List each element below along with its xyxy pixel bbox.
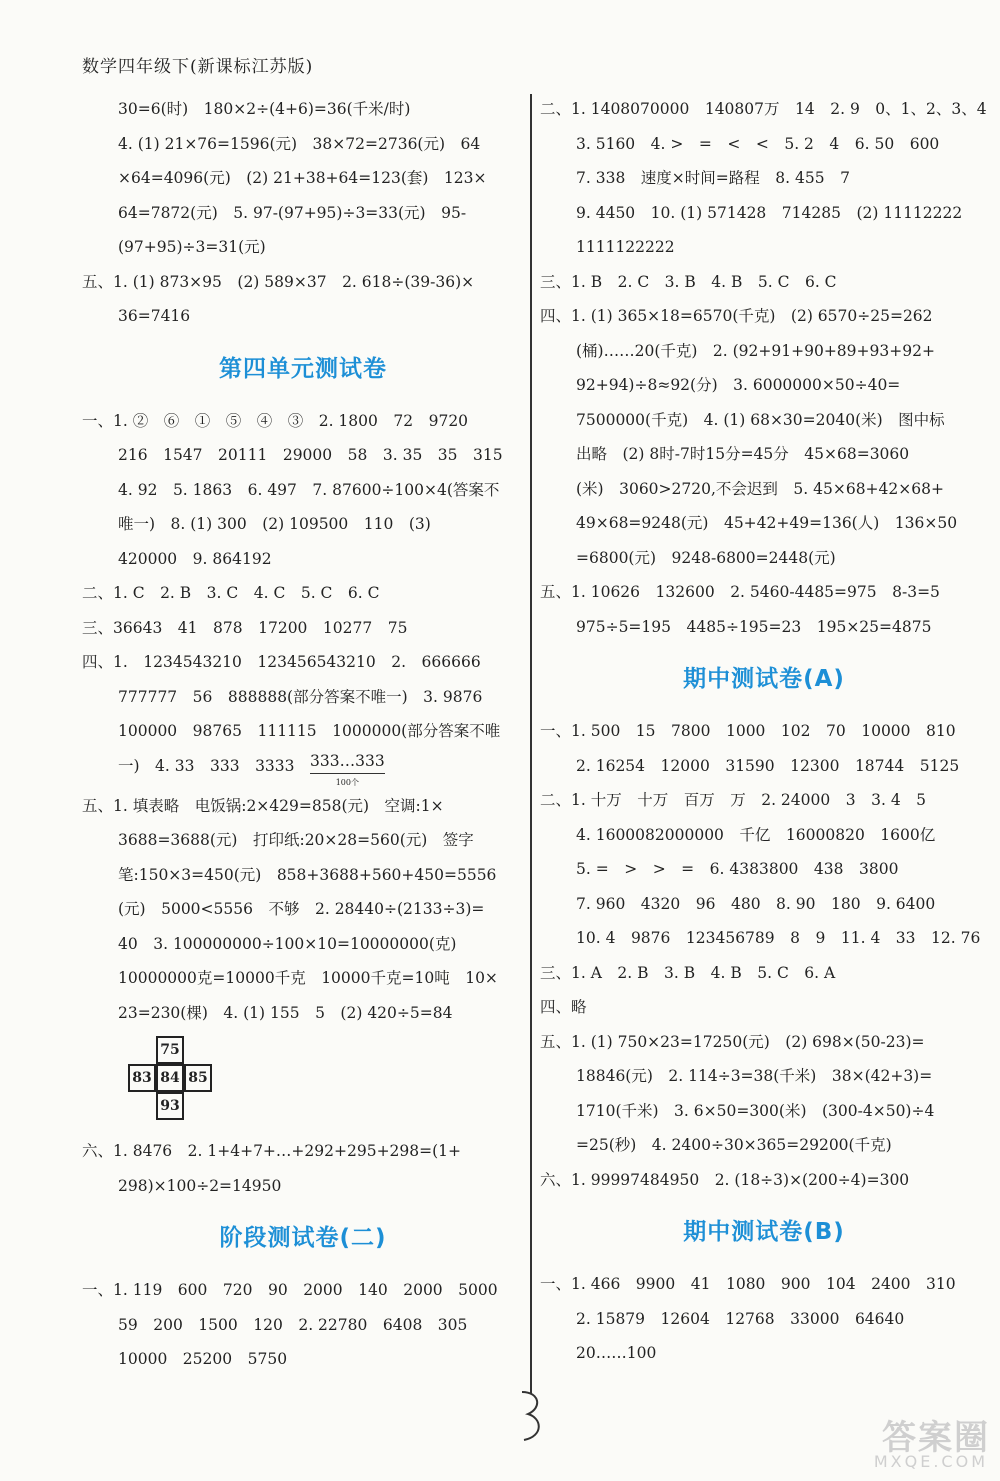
answer-line: 216 1547 20111 29000 58 3. 35 35 315 — [118, 446, 503, 464]
answer-line: 4. 1600082000000 千亿 16000820 1600亿 — [576, 825, 936, 844]
answer-line: 二、1. 1408070000 140807万 14 2. 9 0、1、2、3、4 — [540, 100, 987, 118]
column-divider — [530, 94, 532, 1394]
section-title: 期中测试卷(A) — [683, 666, 845, 692]
answer-line: 7. 338 速度×时间=路程 8. 455 7 — [576, 169, 850, 187]
answer-line: 20……100 — [576, 1344, 657, 1362]
answer-line: 四、1. 1234543210 123456543210 2. 666666 — [82, 653, 481, 671]
answer-line: ×64=4096(元) (2) 21+38+64=123(套) 123× — [118, 169, 487, 187]
section-title: 第四单元测试卷 — [219, 355, 387, 382]
brace-count: 100个 — [335, 777, 359, 787]
answer-line: 五、1. (1) 873×95 (2) 589×37 2. 618÷(39-36)× — [82, 272, 475, 291]
left-column — [82, 92, 524, 1377]
answer-line: 4. (1) 21×76=1596(元) 38×72=2736(元) 64 — [118, 134, 481, 153]
answer-line: 三、1. A 2. B 3. B 4. B 5. C 6. A — [540, 963, 836, 982]
answer-line: 64=7872(元) 5. 97-(97+95)÷3=33(元) 95- — [118, 203, 467, 222]
answer-line: 40 3. 100000000÷100×10=10000000(克) — [118, 934, 457, 953]
answer-line: 7500000(千克) 4. (1) 68×30=2040(米) 图中标 — [576, 410, 945, 429]
answer-line: 五、1. (1) 750×23=17250(元) (2) 698×(50-23)= — [540, 1032, 925, 1051]
answer-line: 2. 16254 12000 31590 12300 18744 5125 — [576, 756, 960, 775]
answer-line: 一、1. 119 600 720 90 2000 140 2000 5000 — [82, 1281, 498, 1299]
watermark-url: MXQE.COM — [873, 1452, 988, 1471]
answer-line: 六、1. 99997484950 2. (18÷3)×(200÷4)=300 — [540, 1170, 910, 1189]
answer-line: 一、1. 500 15 7800 1000 102 70 10000 810 — [540, 722, 956, 740]
answer-line: 92+94)÷8≈92(分) 3. 6000000×50÷40= — [576, 376, 901, 394]
answer-line: 一、1. 466 9900 41 1080 900 104 2400 310 — [540, 1275, 956, 1293]
watermark — [836, 1408, 994, 1478]
answer-line: 975÷5=195 4485÷195=23 195×25=4875 — [576, 617, 932, 636]
answer-line — [82, 749, 524, 789]
answer-line: (97+95)÷3=31(元) — [118, 238, 266, 256]
answer-line: 四、略 — [540, 998, 587, 1016]
answer-line: 23=230(棵) 4. (1) 155 5 (2) 420÷5=84 — [118, 1003, 453, 1022]
answer-line: 3. 5160 4. > = < < 5. 2 4 6. 50 600 — [576, 134, 940, 153]
grid-cell-right: 85 — [184, 1064, 212, 1092]
answer-line: 1710(千米) 3. 6×50=300(米) (300-4×50)÷4 — [576, 1101, 935, 1120]
pen-mark-icon — [514, 1386, 554, 1446]
answer-line: 四、1. (1) 365×18=6570(千克) (2) 6570÷25=262 — [540, 307, 933, 325]
answer-line: 10000000克=10000千克 10000千克=10吨 10× — [118, 969, 498, 987]
answer-line: =6800(元) 9248-6800=2448(元) — [576, 548, 836, 567]
answer-line: 298)×100÷2=14950 — [118, 1176, 282, 1195]
answer-line: 9. 4450 10. (1) 571428 714285 (2) 11112222 — [576, 203, 963, 222]
grid-cell-left: 83 — [128, 1064, 156, 1092]
answer-line: 420000 9. 864192 — [118, 549, 272, 568]
answer-line: 59 200 1500 120 2. 22780 6408 305 — [118, 1315, 468, 1334]
answer-line: 三、1. B 2. C 3. B 4. B 5. C 6. C — [540, 272, 837, 291]
answer-line: 1111122222 — [576, 238, 675, 256]
answer-line: 五、1. 填表略 电饭锅:2×429=858(元) 空调:1× — [82, 796, 444, 815]
section-title: 期中测试卷(B) — [683, 1219, 845, 1245]
brace-text: 333…333 — [310, 749, 385, 774]
answer-line: 2. 15879 12604 12768 33000 64640 — [576, 1309, 905, 1328]
answer-line: (桶)……20(千克) 2. (92+91+90+89+93+92+ — [576, 341, 935, 360]
underbrace-number — [310, 749, 385, 787]
answer-line: 36=7416 — [118, 307, 191, 325]
answer-line: 六、1. 8476 2. 1+4+7+…+292+295+298=(1+ — [82, 1142, 462, 1160]
answer-line: 10. 4 9876 123456789 8 9 11. 4 33 12. 76 — [576, 929, 981, 947]
answer-line: 18846(元) 2. 114÷3=38(千米) 38×(42+3)= — [576, 1067, 933, 1085]
section-title: 阶段测试卷(二) — [219, 1225, 387, 1251]
answer-line: 4. 92 5. 1863 6. 497 7. 87600÷100×4(答案不 — [118, 480, 500, 499]
answer-text: 一) 4. 33 333 3333 — [118, 756, 311, 775]
answer-line: 7. 960 4320 96 480 8. 90 180 9. 6400 — [576, 894, 936, 913]
page-header: 数学四年级下(新课标江苏版) — [82, 57, 314, 77]
answer-line: =25(秒) 4. 2400÷30×365=29200(千克) — [576, 1136, 892, 1154]
cross-number-grid — [82, 1030, 524, 1134]
answer-line: 三、36643 41 878 17200 10277 75 — [82, 618, 408, 637]
answer-line: 出略 (2) 8时-7时15分=45分 45×68=3060 — [576, 445, 910, 463]
answer-line: 30=6(时) 180×2÷(4+6)=36(千米/时) — [118, 100, 411, 118]
answer-line: 二、1. 十万 十万 百万 万 2. 24000 3 3. 4 5 — [540, 791, 927, 809]
answer-line: 二、1. C 2. B 3. C 4. C 5. C 6. C — [82, 584, 380, 602]
answer-line: 5. = > > = 6. 4383800 438 3800 — [576, 860, 899, 878]
watermark-logo: 答案圈 — [882, 1418, 990, 1458]
answer-line: (元) 5000<5556 不够 2. 28440÷(2133÷3)= — [118, 900, 485, 918]
answer-line: 3688=3688(元) 打印纸:20×28=560(元) 签字 — [118, 831, 474, 849]
answer-line: 笔:150×3=450(元) 858+3688+560+450=5556 — [118, 865, 497, 884]
answer-line: 一、1. ② ⑥ ① ⑤ ④ ③ 2. 1800 72 9720 — [82, 411, 469, 430]
right-column — [540, 92, 988, 1371]
answer-line: 777777 56 888888(部分答案不唯一) 3. 9876 — [118, 687, 483, 706]
grid-cell-bottom: 93 — [156, 1092, 184, 1120]
answer-line: (米) 3060>2720,不会迟到 5. 45×68+42×68+ — [576, 479, 944, 498]
answer-line: 10000 25200 5750 — [118, 1350, 288, 1368]
answer-line: 100000 98765 111115 1000000(部分答案不唯 — [118, 722, 501, 740]
answer-line: 五、1. 10626 132600 2. 5460-4485=975 8-3=5 — [540, 583, 940, 601]
answer-line: 49×68=9248(元) 45+42+49=136(人) 136×50 — [576, 514, 958, 532]
grid-cell-top: 75 — [156, 1036, 184, 1064]
grid-cell-center: 84 — [156, 1064, 184, 1092]
answer-line: 唯一) 8. (1) 300 (2) 109500 110 (3) — [118, 515, 431, 533]
